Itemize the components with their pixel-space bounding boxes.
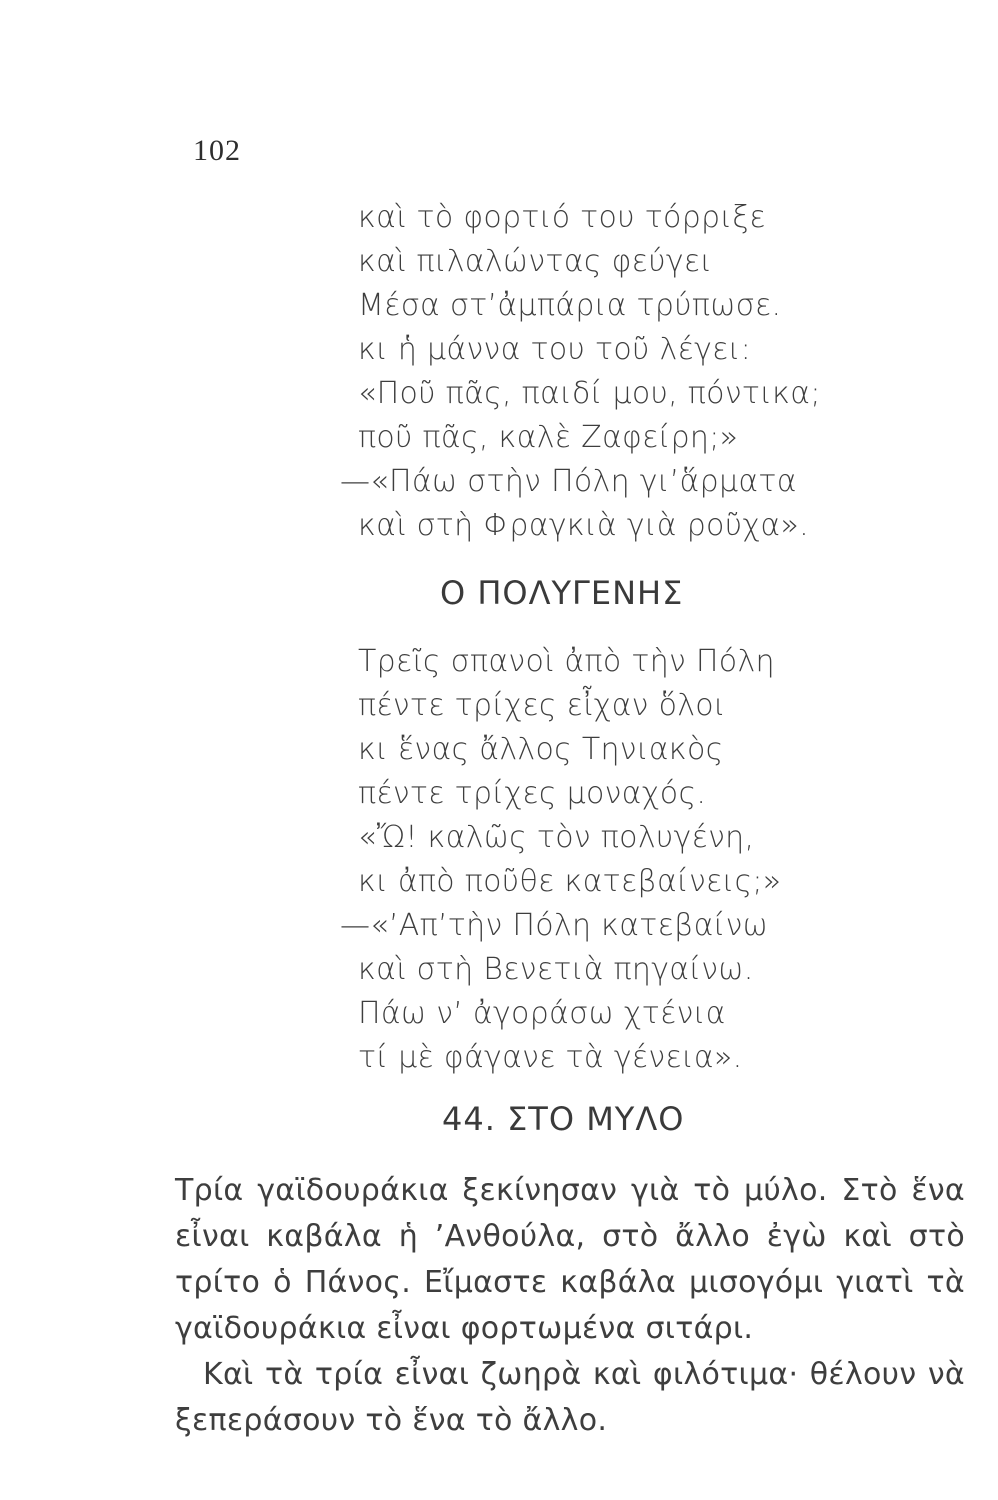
poem-line: καὶ πιλαλώντας φεύγει xyxy=(358,244,713,279)
prose-paragraph: Τρία γαϊδουράκια ξεκίνησαν γιὰ τὸ μύλο. Στὸ ἕνα εἶναι καβάλα ἡ ’Ανθούλα, στὸ ἄλλο ἐγὼ καὶ στὸ τρίτο ὁ Πάνος. Εἴμαστε καβάλα μισογόμι γιατὶ τὰ γαϊδουράκια εἶναι φορτωμένα σιτάρι. xyxy=(175,1173,965,1346)
poem-line: —«’Απ’τὴν Πόλη κατεβαίνω xyxy=(340,908,769,943)
section-heading-sto-mylo: 44. ΣΤΟ ΜΥΛΟ xyxy=(442,1100,685,1138)
poem-line: πέντε τρίχες εἶχαν ὅλοι xyxy=(358,688,726,723)
poem-line: ποῦ πᾶς, καλὲ Ζαφείρη;» xyxy=(358,420,739,455)
poem-line: κι ἕνας ἄλλος Τηνιακὸς xyxy=(358,732,724,767)
poem-line: καὶ στὴ Φραγκιὰ γιὰ ροῦχα». xyxy=(358,508,809,543)
poem-line: πέντε τρίχες μοναχός. xyxy=(358,776,707,811)
poem-line: Τρεῖς σπανοὶ ἀπὸ τὴν Πόλη xyxy=(358,644,775,679)
prose-block xyxy=(175,1168,965,1444)
poem-stanza-1 xyxy=(340,196,918,548)
poem-line: κι ἡ μάννα του τοῦ λέγει: xyxy=(358,332,751,367)
page-number: 102 xyxy=(193,134,241,167)
poem-line: «Ποῦ πᾶς, παιδί μου, πόντικα; xyxy=(358,376,821,411)
poem-line: —«Πάω στὴν Πόλη γι’ἅρματα xyxy=(340,464,797,499)
poem-line: καὶ στὴ Βενετιὰ πηγαίνω. xyxy=(358,952,754,987)
poem-stanza-2 xyxy=(340,640,918,1080)
poem-line: καὶ τὸ φορτιό του τόρριξε xyxy=(358,200,766,235)
poem-line: «Ὤ! καλῶς τὸν πολυγένη, xyxy=(358,820,755,855)
poem-line: τί μὲ φάγανε τὰ γένεια». xyxy=(358,1040,743,1075)
section-heading-polygenis: Ο ΠΟΛΥΓΕΝΗΣ xyxy=(440,574,684,612)
prose-paragraph: Καὶ τὰ τρία εἶναι ζωηρὰ καὶ φιλότιμα· θέλουν νὰ ξεπεράσουν τὸ ἕνα τὸ ἄλλο. xyxy=(175,1357,965,1438)
poem-line: Πάω ν’ ἀγοράσω χτένια xyxy=(358,996,726,1031)
poem-line: κι ἀπὸ ποῦθε κατεβαίνεις;» xyxy=(358,864,782,899)
poem-line: Μέσα στ’ἀμπάρια τρύπωσε. xyxy=(358,288,782,323)
